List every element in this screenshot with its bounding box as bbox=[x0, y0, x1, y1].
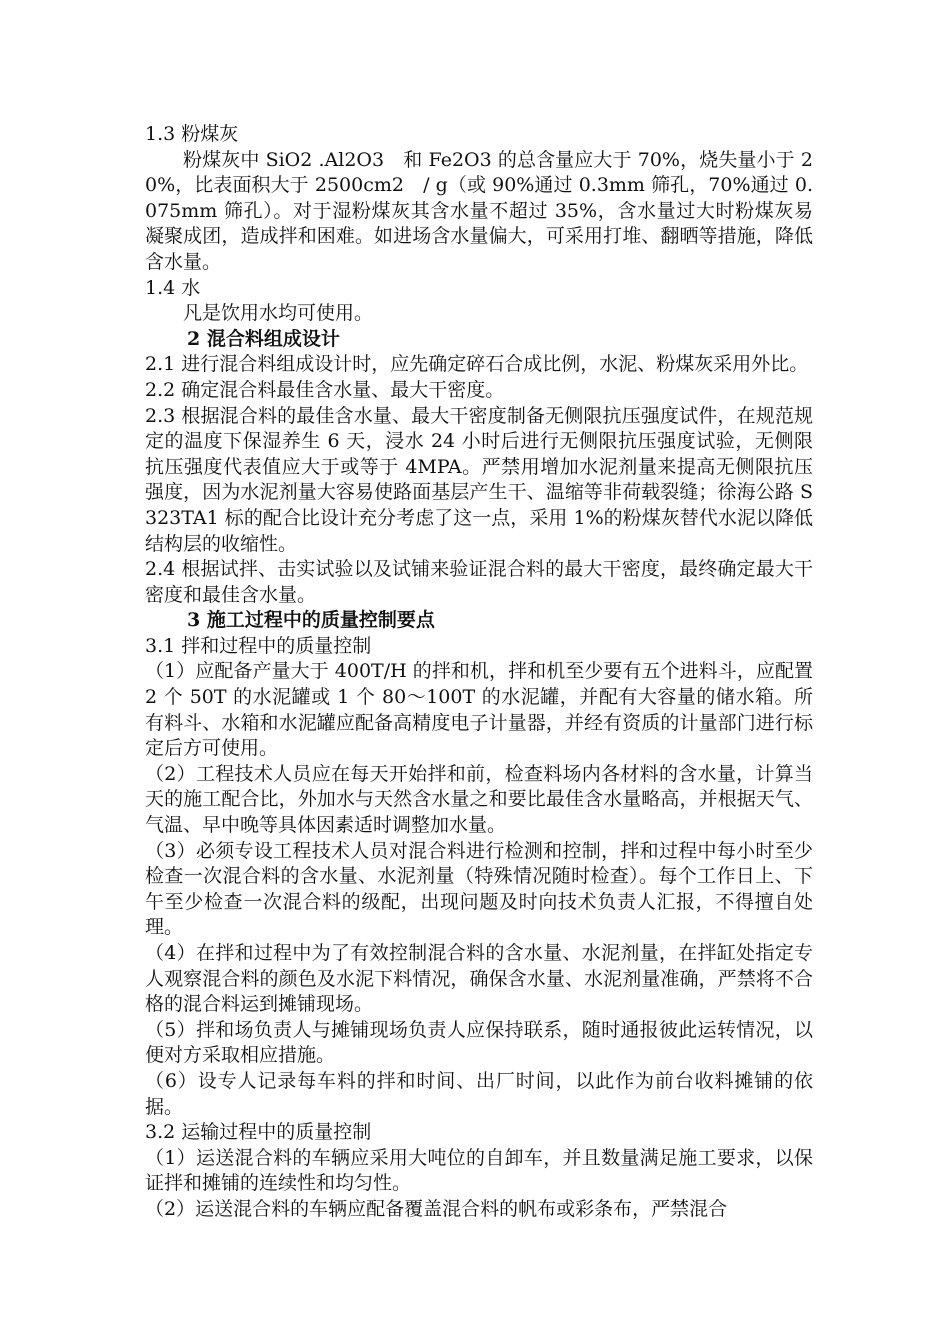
paragraph-2-3: 2.3 根据混合料的最佳含水量、最大干密度制备无侧限抗压强度试件，在规范规定的温度下保湿养生 6 天，浸水 24 小时后进行无侧限抗压强度试验，无侧限抗压强度代表值应大于或等于 4MPA。严禁用增加水泥剂量来提高无侧限抗压强度，因为水泥剂量大容易使路面基层产生干、温缩等非荷载裂缝；徐海公路 S323TA1 标的配合比设计充分考虑了这一点，采用 1%的粉煤灰替代水泥以降低结构层的收缩性。 bbox=[145, 404, 813, 555]
paragraph-2-4: 2.4 根据试拌、击实试验以及试铺来验证混合料的最大干密度，最终确定最大干密度和最佳含水量。 bbox=[145, 558, 813, 606]
list-item-3-1-3: （3）必须专设工程技术人员对混合料进行检测和控制，拌和过程中每小时至少检查一次混合料的含水量、水泥剂量（特殊情况随时检查）。每个工作日上、下午至少检查一次混合料的级配，出现问题及时向技术负责人汇报，不得擅自处理。 bbox=[145, 839, 813, 939]
paragraph-2-2: 2.2 确定混合料最佳含水量、最大干密度。 bbox=[145, 378, 505, 401]
list-item-3-1-1: （1）应配备产量大于 400T/H 的拌和机，拌和机至少要有五个进料斗，应配置 2 个 50T 的水泥罐或 1 个 80～100T 的水泥罐，并配有大容量的储水箱。所有料斗、水箱和水泥罐应配备高精度电子计量器，并经有资质的计量部门进行标定后方可使用。 bbox=[145, 660, 813, 760]
list-item-3-1-2: （2）工程技术人员应在每天开始拌和前，检查料场内各材料的含水量，计算当天的施工配合比，外加水与天然含水量之和要比最佳含水量略高，并根据天气、气温、早中晚等具体因素适时调整加水量。 bbox=[145, 762, 813, 837]
list-item-3-2-2: （2）运送混合料的车辆应配备覆盖混合料的帆布或彩条布，严禁混合 bbox=[145, 1197, 728, 1220]
paragraph-fly-ash: 粉煤灰中 SiO2 .Al2O3 和 Fe2O3 的总含量应大于 70%，烧失量小于 20%，比表面积大于 2500cm2 / g（或 90%通过 0.3mm 筛孔，70%通过 0.075mm 筛孔）。对于湿粉煤灰其含水量不超过 35%，含水量过大时粉煤灰易凝聚成团，造成拌和困难。如进场含水量偏大，可采用打堆、翻晒等措施，降低含水量。 bbox=[145, 148, 813, 273]
section-title-1-4: 1.4 水 bbox=[145, 276, 201, 299]
document-page bbox=[145, 122, 813, 1223]
list-item-3-1-5: （5）拌和场负责人与摊铺现场负责人应保持联系，随时通报彼此运转情况，以便对方采取相应措施。 bbox=[145, 1018, 813, 1067]
section-title-1-3: 1.3 粉煤灰 bbox=[145, 123, 239, 145]
section-title-3-2: 3.2 运输过程中的质量控制 bbox=[145, 1121, 372, 1144]
section-title-3-1: 3.1 拌和过程中的质量控制 bbox=[145, 634, 372, 657]
heading-mix-design: 2 混合料组成设计 bbox=[187, 327, 340, 350]
paragraph-water: 凡是饮用水均可使用。 bbox=[183, 302, 374, 325]
list-item-3-2-1: （1）运送混合料的车辆应采用大吨位的自卸车，并且数量满足施工要求，以保证拌和摊铺的连续性和均匀性。 bbox=[145, 1146, 813, 1195]
list-item-3-1-4: （4）在拌和过程中为了有效控制混合料的含水量、水泥剂量，在拌缸处指定专人观察混合料的颜色及水泥下料情况，确保含水量、水泥剂量准确，严禁将不合格的混合料运到摊铺现场。 bbox=[145, 942, 813, 1016]
list-item-3-1-6: （6）设专人记录每车料的拌和时间、出厂时间，以此作为前台收料摊铺的依据。 bbox=[145, 1069, 813, 1118]
paragraph-2-1: 2.1 进行混合料组成设计时，应先确定碎石合成比例，水泥、粉煤灰采用外比。 bbox=[145, 353, 809, 376]
heading-quality-control: 3 施工过程中的质量控制要点 bbox=[187, 609, 435, 632]
